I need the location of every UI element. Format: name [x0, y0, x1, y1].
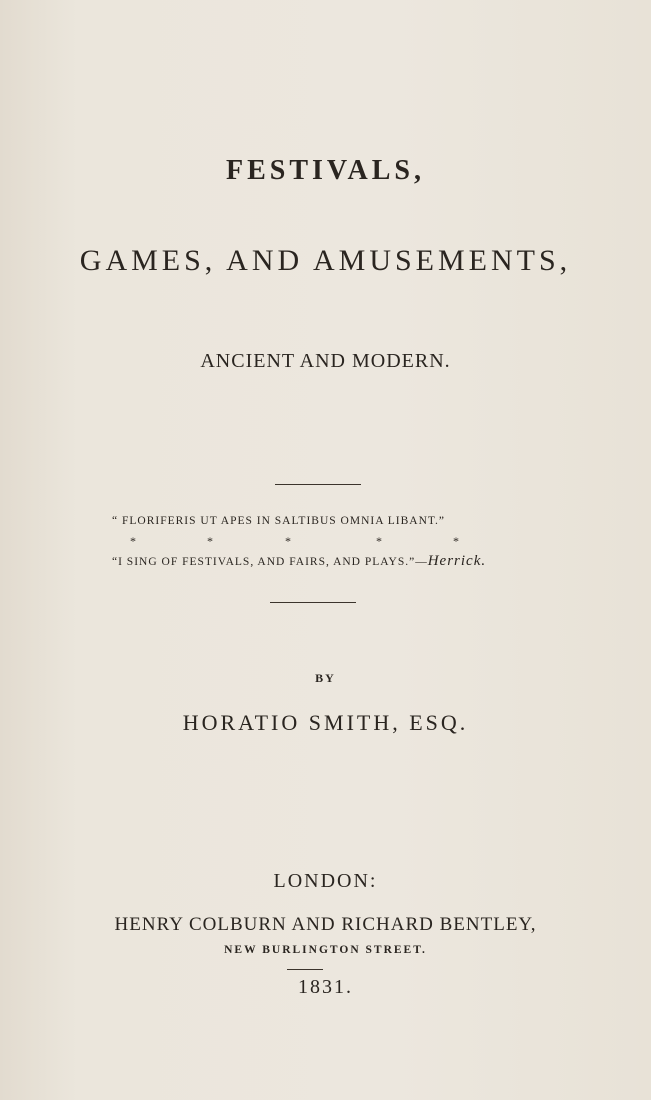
epigraph-latin: “ FLORIFERIS UT APES IN SALTIBUS OMNIA LIBANT.”: [112, 515, 446, 527]
imprint-city: LONDON:: [273, 870, 378, 892]
star-mark: *: [130, 534, 136, 548]
star-mark: *: [207, 534, 213, 548]
divider-rule: [275, 484, 361, 485]
divider-rule: [287, 969, 323, 970]
imprint-street: NEW BURLINGTON STREET.: [224, 944, 427, 956]
title-line-festivals: FESTIVALS,: [225, 155, 425, 186]
star-mark: *: [376, 534, 382, 548]
epigraph-stars: [0, 534, 651, 548]
title-line-ancient-modern: ANCIENT AND MODERN.: [200, 350, 451, 372]
epigraph-attribution: Herrick.: [427, 553, 487, 569]
star-mark: *: [285, 534, 291, 548]
star-mark: *: [453, 534, 459, 548]
author-name: HORATIO SMITH, ESQ.: [182, 710, 469, 735]
epigraph-english-text: “I SING OF FESTIVALS, AND FAIRS, AND PLAYS.”—: [112, 556, 428, 568]
byline-by: BY: [315, 671, 336, 685]
divider-rule: [270, 602, 356, 603]
title-line-games: GAMES, AND AMUSEMENTS,: [79, 244, 572, 277]
imprint-year: 1831.: [298, 976, 353, 998]
imprint-publisher: HENRY COLBURN AND RICHARD BENTLEY,: [114, 914, 537, 935]
epigraph-english: [112, 553, 486, 570]
